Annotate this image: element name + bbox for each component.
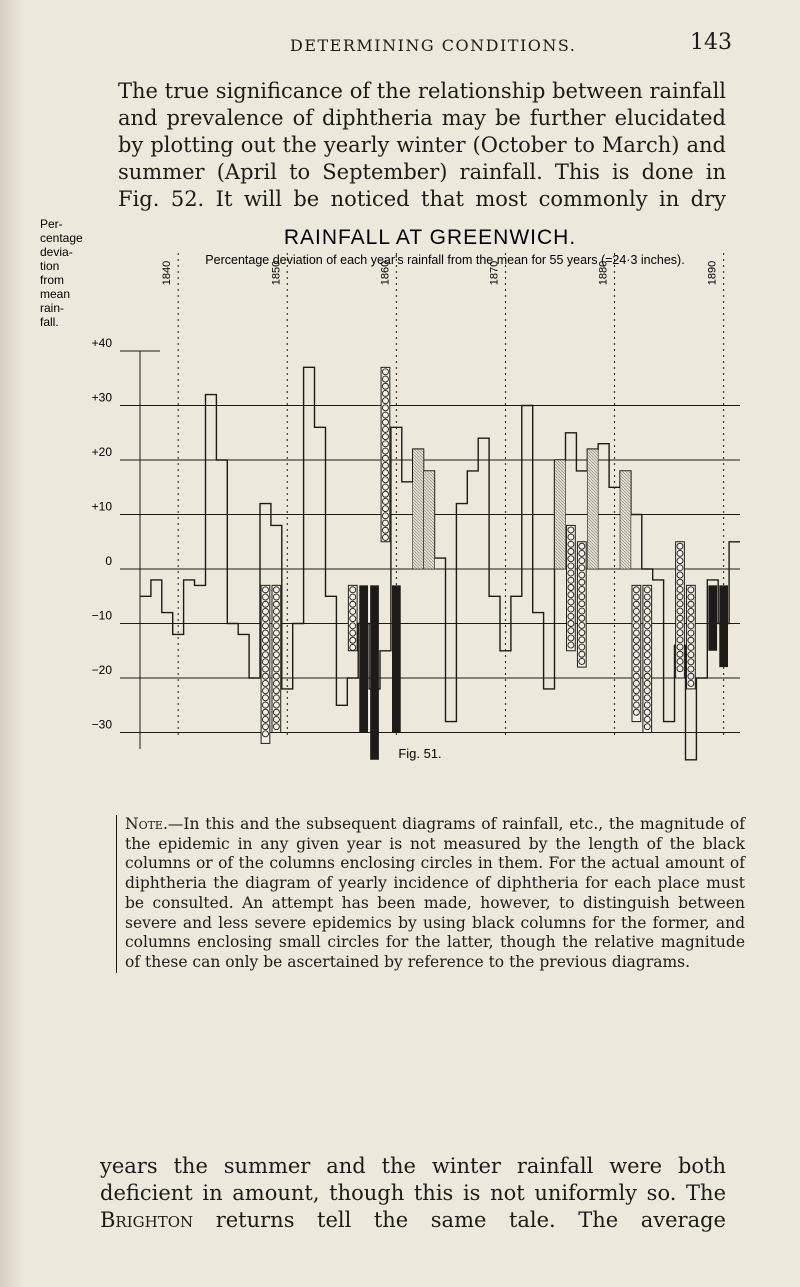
y-tick-label: +30: [91, 390, 112, 405]
figure-subtitle: Percentage deviation of each year's rainfall from the mean for 55 years (=24·3 inches).: [205, 253, 685, 267]
y-tick-label: +20: [91, 445, 112, 459]
y-axis-title-line: mean: [40, 287, 71, 301]
paragraph-bottom-start: years the summer and the winter rainfall were both deficient in amount, though this is not uniformly so.: [100, 1154, 726, 1205]
figure-caption: Fig. 51.: [398, 746, 442, 761]
place-name-brighton: Brighton: [100, 1208, 194, 1232]
x-tick-label: 1890: [706, 260, 719, 286]
x-tick-label: 1860: [379, 260, 392, 286]
y-axis-title-line: rain-: [40, 301, 65, 315]
running-head: DETERMINING CONDITIONS.: [290, 36, 577, 55]
y-tick-label: −10: [91, 608, 112, 623]
epidemic-column-severe: [359, 585, 368, 732]
x-tick-label: 1880: [597, 260, 610, 286]
figure-title: RAINFALL AT GREENWICH.: [283, 226, 577, 249]
footnote: [116, 815, 745, 973]
y-axis-title-line: Per-: [40, 218, 63, 231]
footnote-lead: Note.: [125, 815, 168, 833]
x-tick-label: 1850: [270, 260, 283, 286]
rainfall-figure: [0, 218, 800, 778]
y-tick-label: −20: [91, 663, 112, 677]
y-tick-label: +40: [91, 336, 112, 350]
chart-plot-area: [92, 253, 740, 760]
epidemic-column-severe: [370, 585, 379, 759]
epidemic-column-severe: [392, 585, 401, 732]
page-number: 143: [690, 30, 732, 55]
y-axis-title: [40, 218, 83, 329]
footnote-text: —In this and the subsequent diagrams of rainfall, etc., the magnitude of the epidemic in any given year is not measured by the length of the black columns or of the columns enclosing circles in them. For the actual amount of diphtheria the diagram of yearly incidence of diphtheria for each place must be consulted. An attempt has been made, however, to distinguish between severe and less severe epidemics by using black columns for the former, and columns enclosing small circles for the latter, though the relative magnitude of these can only be ascertained by reference to the previous diagrams.: [125, 815, 745, 971]
body-paragraph-bottom: years the summer and the winter rainfall were both deficient in amount, though this is not uniformly so. The Brighton returns tell the same tale. The average: [100, 1154, 726, 1232]
y-axis-title-line: centage: [40, 231, 83, 245]
hatched-bar: [413, 449, 424, 569]
x-tick-label: 1840: [161, 260, 174, 286]
y-axis-title-line: fall.: [40, 315, 59, 329]
hatched-bar: [424, 471, 435, 569]
body-paragraph-top: The true significance of the relationship between rainfall and prevalence of diphtheria may be further elucidated by plotting out the yearly winter (October to March) and summer (April to September) rainfall. This is done in Fig. 52. It will be noticed that most commonly in dry: [118, 79, 726, 211]
page-header: [0, 30, 800, 60]
y-axis-title-line: tion: [40, 259, 60, 273]
hatched-bar: [555, 460, 566, 569]
x-tick-label: 1870: [488, 260, 501, 286]
y-tick-label: −30: [91, 717, 112, 732]
paragraph-bottom-end: returns tell the same tale. The average: [215, 1208, 726, 1232]
epidemic-column-severe: [719, 585, 728, 667]
y-axis-title-line: from: [40, 273, 64, 287]
y-tick-label: +10: [91, 499, 112, 514]
y-axis-title-line: devia-: [40, 245, 73, 259]
hatched-bar: [620, 471, 631, 569]
hatched-bar: [587, 449, 598, 569]
epidemic-column-severe: [708, 585, 717, 650]
y-tick-label: 0: [105, 554, 112, 568]
